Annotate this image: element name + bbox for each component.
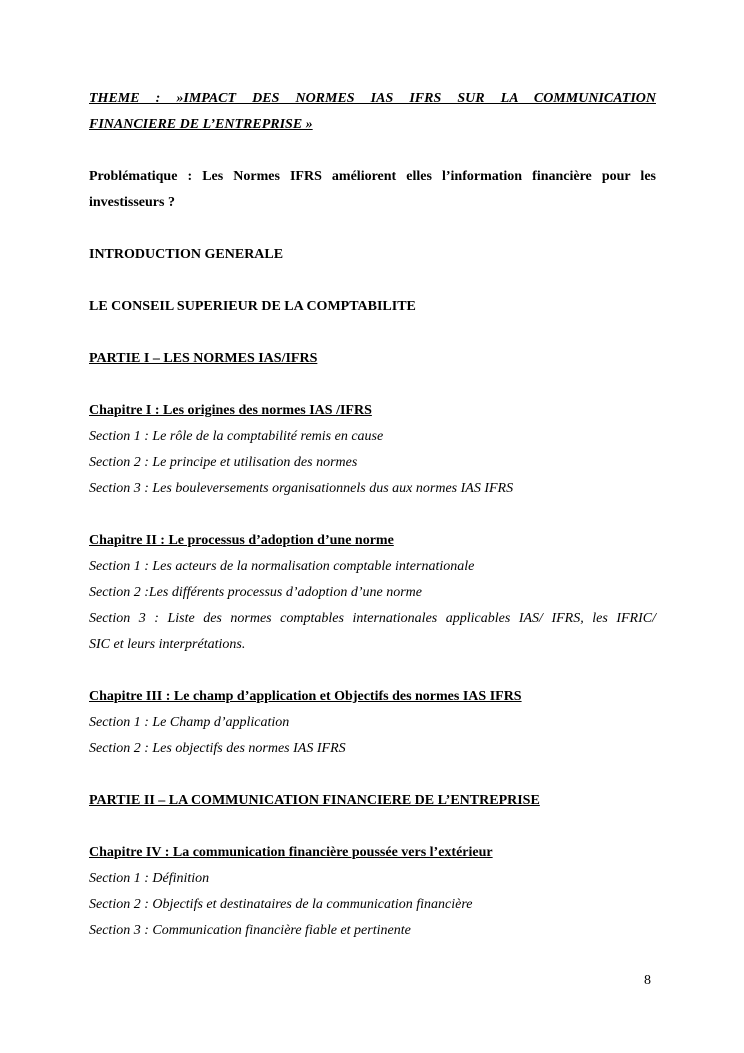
partie-1-heading: PARTIE I – LES NORMES IAS/IFRS <box>89 351 318 366</box>
conseil-heading: LE CONSEIL SUPERIEUR DE LA COMPTABILITE <box>89 299 416 314</box>
introduction-heading: INTRODUCTION GENERALE <box>89 247 284 262</box>
chapitre-4-section-2: Section 2 : Objectifs et destinataires de la communication financière <box>89 897 473 912</box>
chapitre-3-title: Chapitre III : Le champ d’application et Objectifs des normes IAS IFRS <box>89 689 522 704</box>
chapitre-3-section-1: Section 1 : Le Champ d’application <box>89 715 290 730</box>
chapitre-4-section-3: Section 3 : Communication financière fiable et pertinente <box>89 923 411 938</box>
theme-line-1: THEME : »IMPACT DES NORMES IAS IFRS SUR LA COMMUNICATION <box>89 91 656 106</box>
theme-line-2: FINANCIERE DE L’ENTREPRISE » <box>89 117 313 132</box>
chapitre-1-section-3: Section 3 : Les bouleversements organisationnels dus aux normes IAS IFRS <box>89 481 514 496</box>
page-number: 8 <box>644 973 651 988</box>
chapitre-2-section-3-line-2: SIC et leurs interprétations. <box>89 637 246 652</box>
problematique-line-1: Problématique : Les Normes IFRS améliorent elles l’information financière pour les <box>89 169 656 184</box>
chapitre-3-section-2: Section 2 : Les objectifs des normes IAS IFRS <box>89 741 346 756</box>
chapitre-1-title: Chapitre I : Les origines des normes IAS /IFRS <box>89 403 372 418</box>
chapitre-1-section-2: Section 2 : Le principe et utilisation des normes <box>89 455 358 470</box>
chapitre-4-title: Chapitre IV : La communication financière poussée vers l’extérieur <box>89 845 493 860</box>
chapitre-1-section-1: Section 1 : Le rôle de la comptabilité remis en cause <box>89 429 384 444</box>
chapitre-2-section-2: Section 2 :Les différents processus d’adoption d’une norme <box>89 585 422 600</box>
chapitre-2-section-1: Section 1 : Les acteurs de la normalisation comptable internationale <box>89 559 475 574</box>
partie-2-heading: PARTIE II – LA COMMUNICATION FINANCIERE DE L’ENTREPRISE <box>89 793 540 808</box>
chapitre-2-title: Chapitre II : Le processus d’adoption d’une norme <box>89 533 394 548</box>
document-page <box>89 86 656 944</box>
problematique-line-2: investisseurs ? <box>89 195 175 210</box>
chapitre-4-section-1: Section 1 : Définition <box>89 871 210 886</box>
chapitre-2-section-3-line-1: Section 3 : Liste des normes comptables internationales applicables IAS/ IFRS, les IFRIC/ <box>89 611 656 626</box>
